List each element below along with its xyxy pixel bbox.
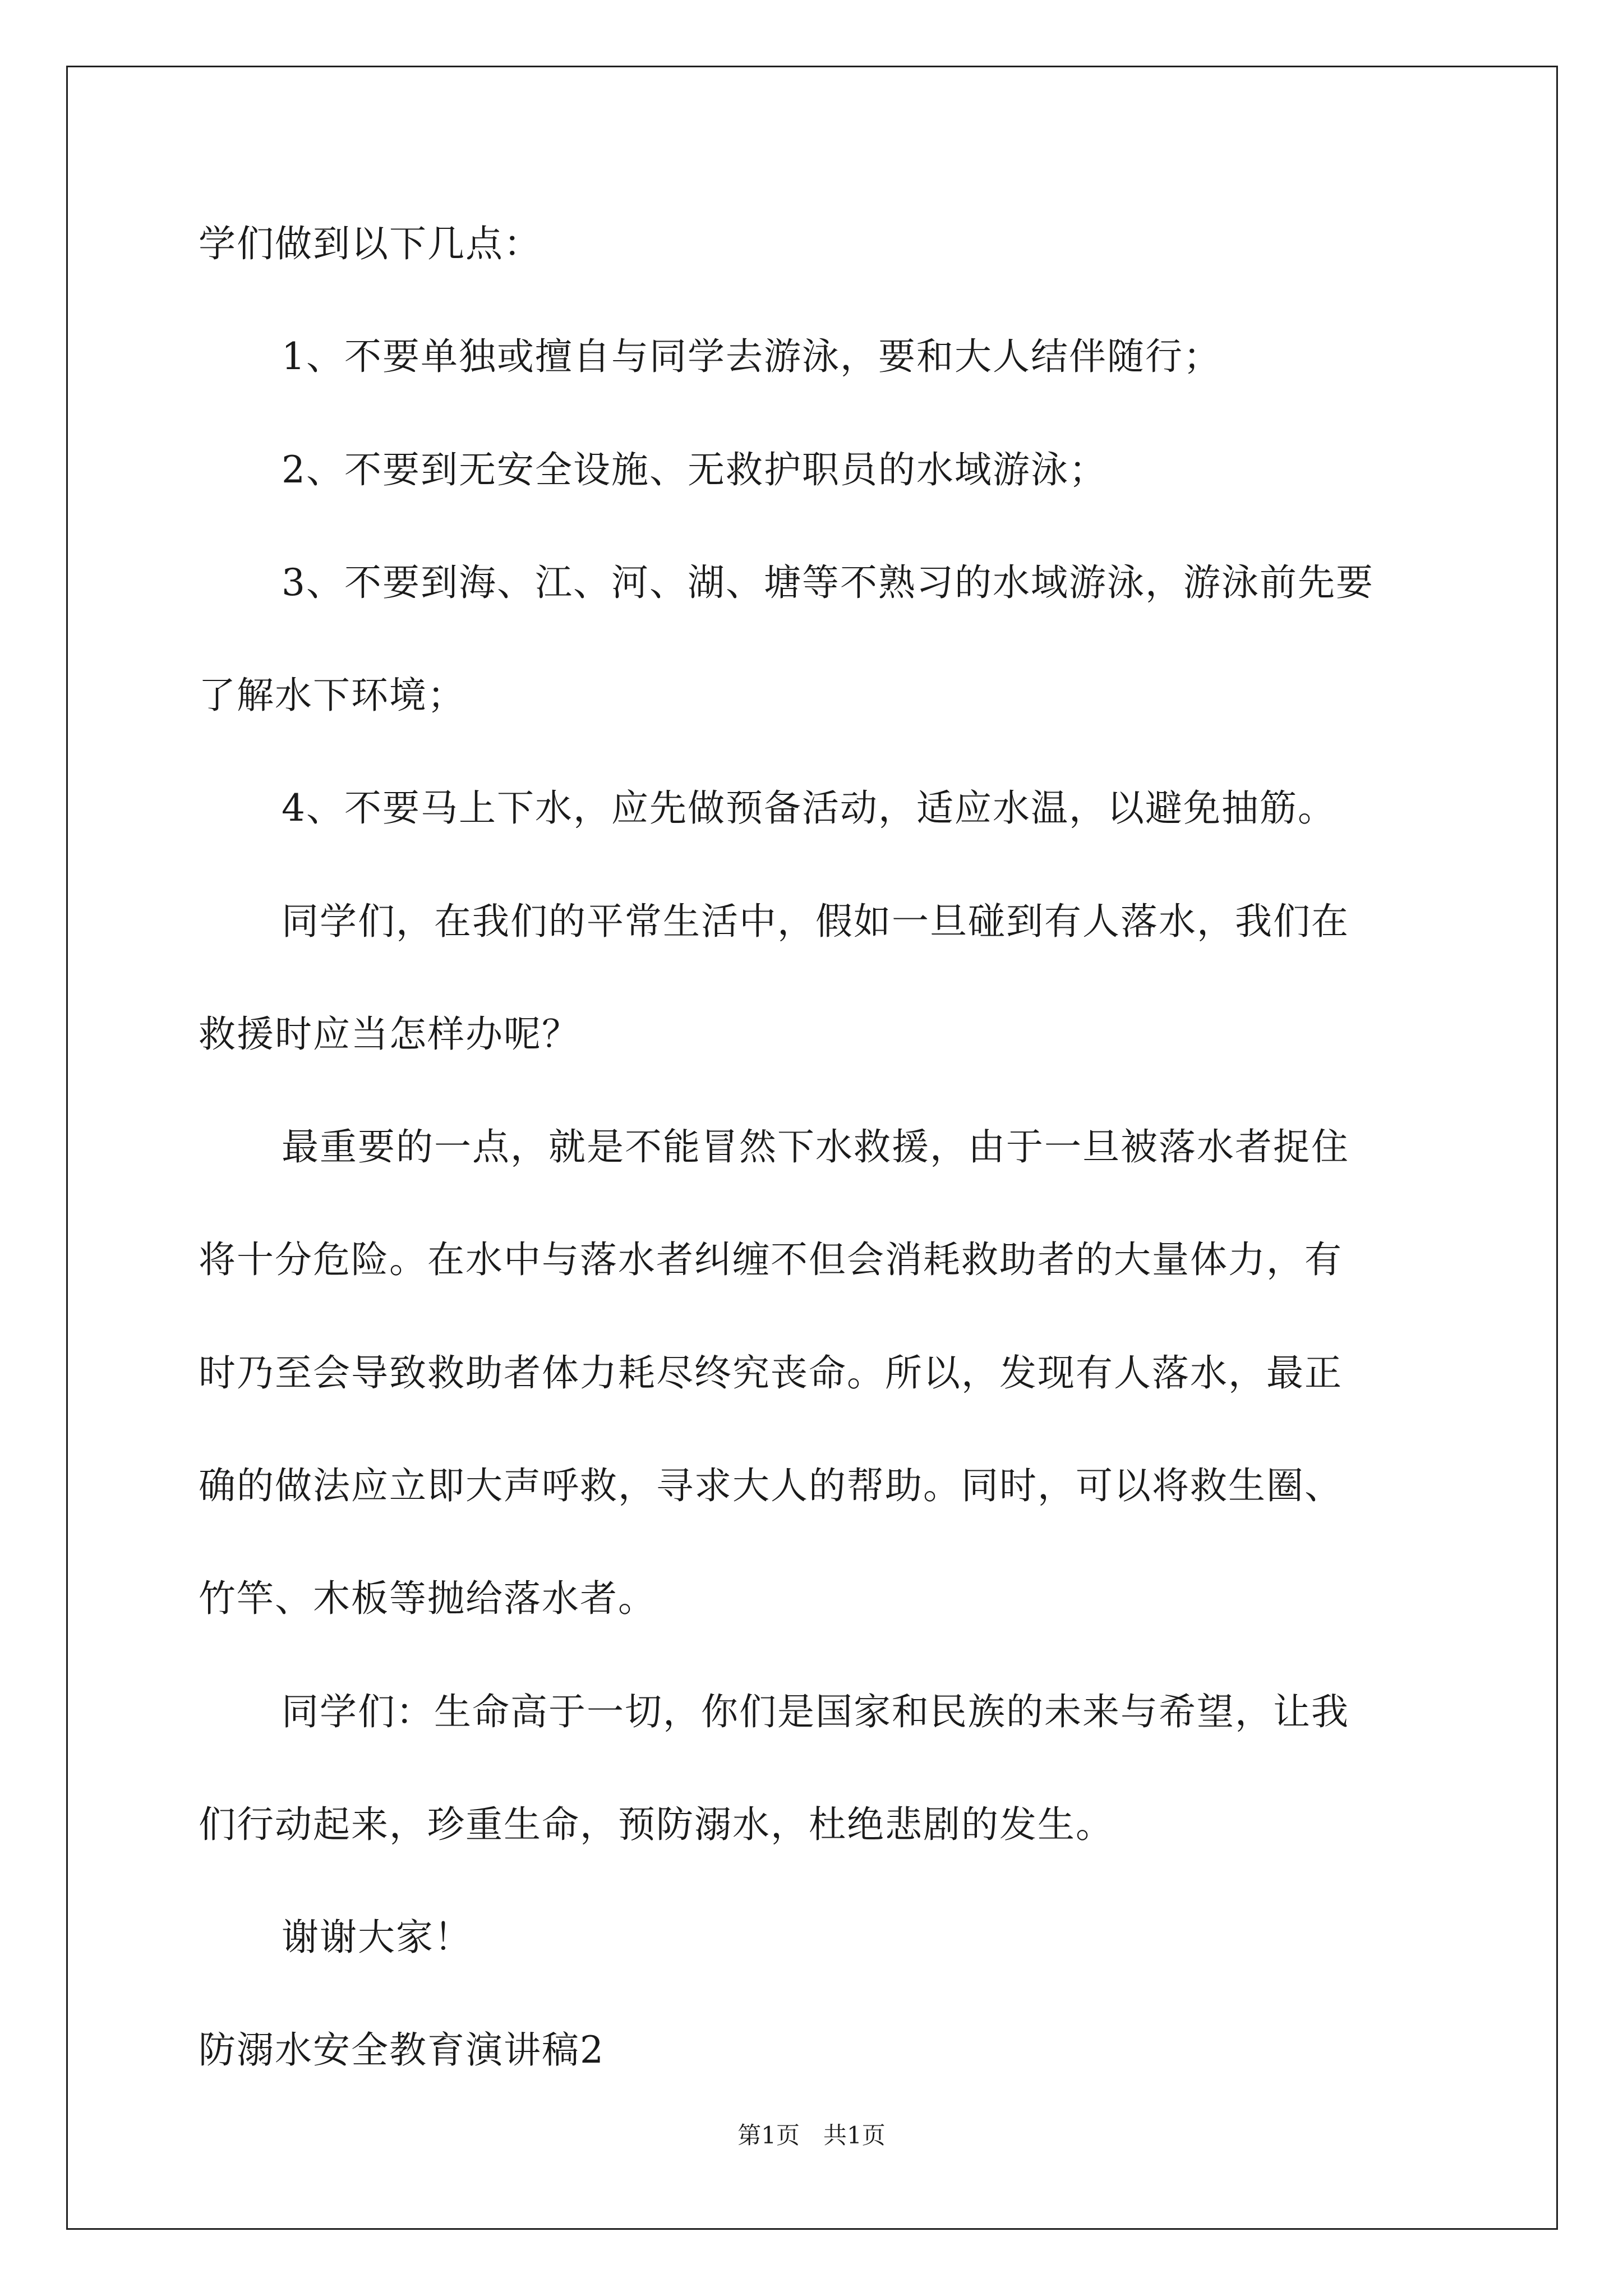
list-item: 3、不要到海、江、河、湖、塘等不熟习的水域游泳，游泳前先要 — [282, 561, 1374, 604]
text-line: 们行动起来，珍重生命，预防溺水，杜绝悲剧的发生。 — [199, 1803, 1114, 1846]
section-heading: 防溺水安全教育演讲稿2 — [199, 2028, 605, 2072]
text-line: 学们做到以下几点： — [199, 222, 542, 265]
text-line: 确的做法应立即大声呼救，寻求大人的帮助。同时，可以将救生圈、 — [199, 1464, 1343, 1507]
paragraph-line: 同学们：生命高于一切，你们是国家和民族的未来与希望，让我 — [282, 1690, 1349, 1733]
paragraph-line: 同学们，在我们的平常生活中，假如一旦碰到有人落水，我们在 — [282, 900, 1349, 943]
text-line: 了解水下环境； — [199, 674, 465, 717]
paragraph-line: 最重要的一点，就是不能冒然下水救援，由于一旦被落水者捉住 — [282, 1125, 1349, 1168]
list-item: 4、不要马上下水，应先做预备活动，适应水温，以避免抽筋。 — [282, 786, 1336, 830]
page-footer: 第1页 共1页 — [737, 2122, 886, 2149]
closing-line: 谢谢大家！ — [282, 1916, 472, 1959]
text-line: 时乃至会导致救助者体力耗尽终究丧命。所以，发现有人落水，最正 — [199, 1351, 1343, 1395]
text-line: 救援时应当怎样办呢？ — [199, 1013, 580, 1056]
text-line: 竹竿、木板等抛给落水者。 — [199, 1577, 656, 1620]
list-item: 1、不要单独或擅自与同学去游泳，要和大人结伴随行； — [282, 335, 1221, 378]
list-item: 2、不要到无安全设施、无救护职员的水域游泳； — [282, 448, 1107, 491]
text-line: 将十分危险。在水中与落水者纠缠不但会消耗救助者的大量体力，有 — [199, 1238, 1343, 1281]
